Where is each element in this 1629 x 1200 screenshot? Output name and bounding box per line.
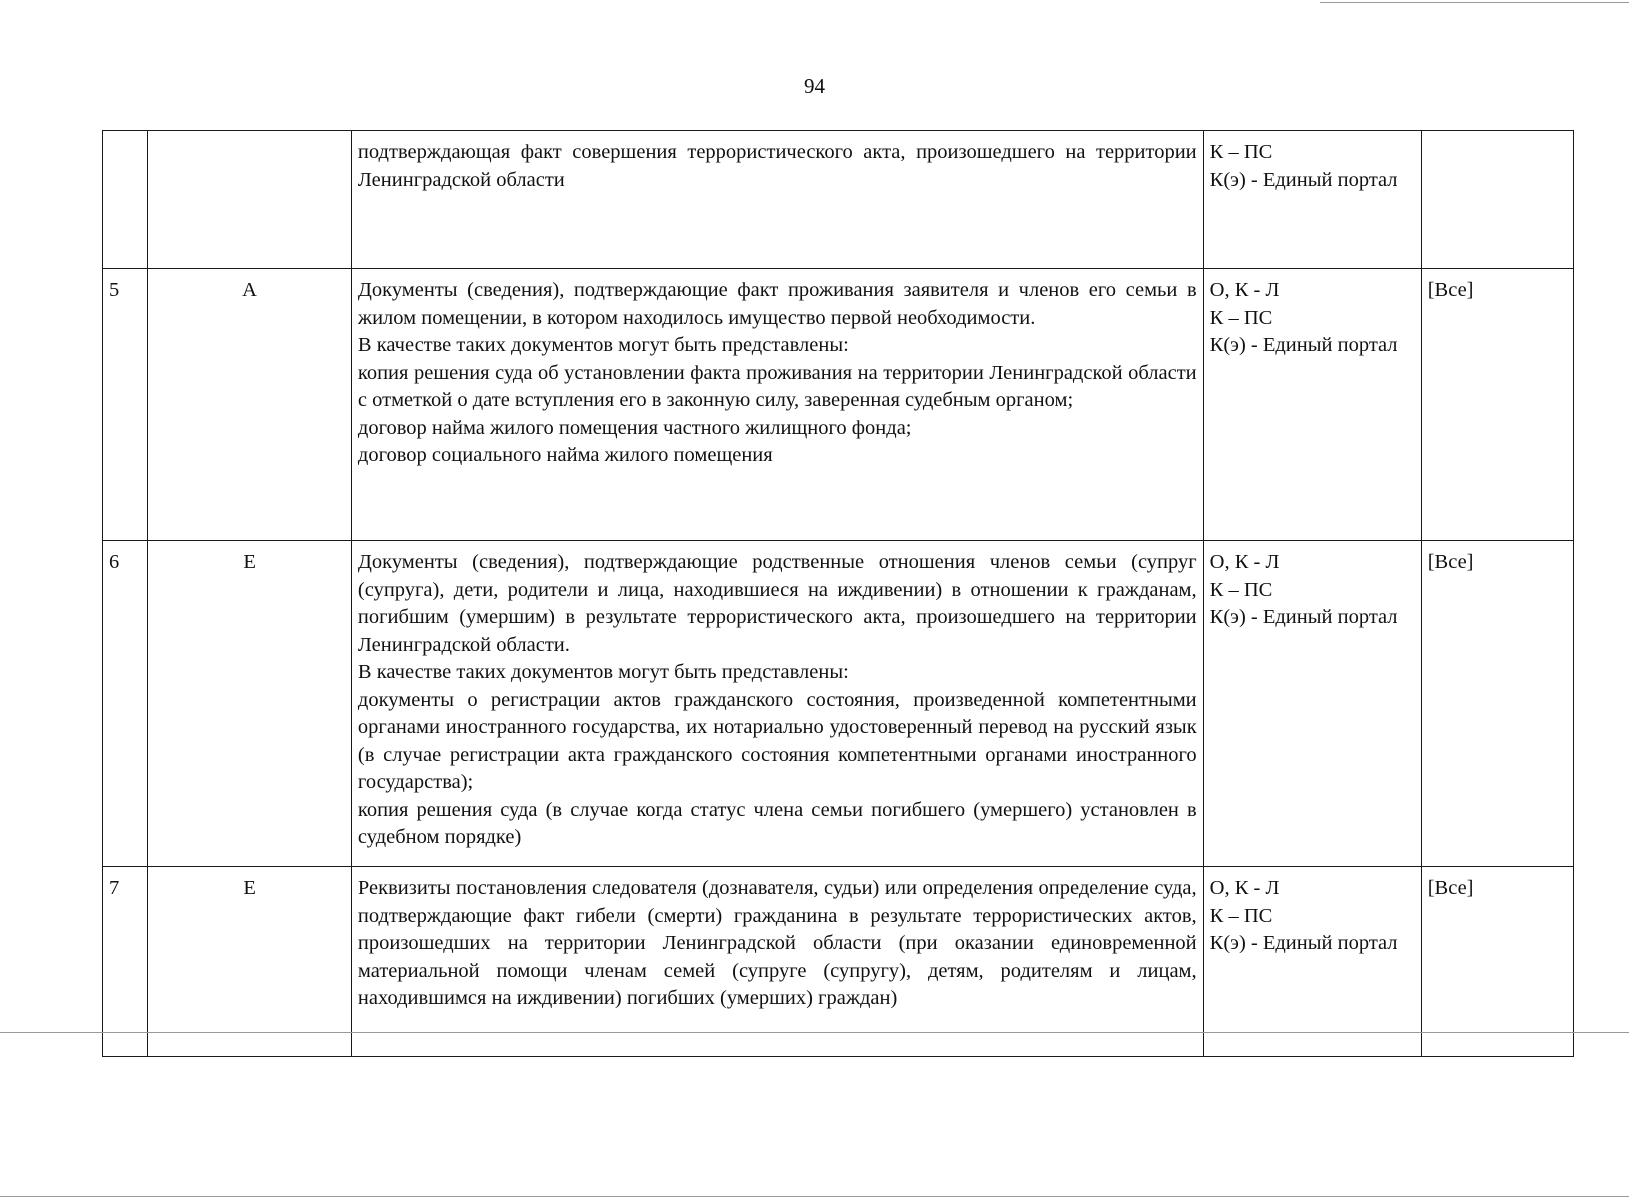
description-line: подтверждающая факт совершения террористического акта, произошедшего на территории Ленинградской области — [357, 141, 1197, 191]
description-line: договор найма жилого помещения частного жилищного фонда; — [357, 416, 912, 439]
row-number-cell: 5 — [103, 269, 148, 541]
row-method-cell — [1203, 269, 1421, 541]
row-method-cell — [1203, 541, 1421, 867]
method-line: К – ПС — [1209, 578, 1273, 601]
scan-artifact-line — [0, 1196, 1629, 1197]
description-line: Документы (сведения), подтверждающие родственные отношения членов семьи (супруг (супруга), дети, родители и лица, находившиеся на иждивении) в отношении к гражданам, погибшим (умершим) в результате террористического акта, произошедшего на территории Ленинградской области. — [357, 551, 1197, 656]
description-line: копия решения суда (в случае когда статус члена семьи погибшего (умершего) установлен в судебном порядке) — [357, 798, 1197, 848]
row-number-cell: 7 — [103, 867, 148, 1057]
row-method-cell — [1203, 131, 1421, 269]
description-line: В качестве таких документов могут быть представлены: — [357, 334, 849, 356]
row-scope-cell — [1421, 131, 1573, 269]
description-line: Документы (сведения), подтверждающие факт проживания заявителя и членов его семьи в жилом помещении, в котором находилось имущество первой необходимости. — [357, 279, 1197, 329]
table-row — [103, 541, 1574, 867]
method-line: О, К - Л — [1209, 279, 1280, 301]
method-line: К(э) - Единый портал — [1209, 606, 1398, 628]
description-line: В качестве таких документов могут быть представлены: — [357, 661, 849, 683]
row-code-cell: Е — [148, 867, 352, 1057]
scan-artifact-line — [1320, 2, 1629, 3]
method-line: К(э) - Единый портал — [1209, 334, 1398, 356]
row-description-cell — [351, 867, 1203, 1057]
description-line: документы о регистрации актов гражданского состояния, произведенной компетентными органами иностранного государства, их нотариально удостоверенный перевод на русский язык (в случае регистрации акта гражданского состояния компетентными органами иностранного государства); — [357, 688, 1197, 793]
row-scope-cell: [Все] — [1421, 269, 1573, 541]
scan-artifact-line — [0, 1032, 1629, 1033]
row-code-cell: Е — [148, 541, 352, 867]
table-row — [103, 867, 1574, 1057]
method-line: К – ПС — [1209, 904, 1273, 927]
method-line: К(э) - Единый портал — [1209, 168, 1398, 191]
row-number-cell: 6 — [103, 541, 148, 867]
page-number: 94 — [804, 74, 825, 98]
row-description-cell — [351, 541, 1203, 867]
row-code-cell — [148, 131, 352, 269]
row-scope-cell: [Все] — [1421, 541, 1573, 867]
row-scope-cell: [Все] — [1421, 867, 1573, 1057]
description-line: Реквизиты постановления следователя (дознавателя, судьи) или определения определение суда, подтверждающие факт гибели (смерти) гражданина в результате террористических актов, произошедших на территории Ленинградской области (при оказании единовременной материальной помощи членам семей (супруге (супругу), детям, родителям и лицам, находившимся на иждивении) погибших (умерших) граждан) — [357, 877, 1197, 1009]
method-line: К(э) - Единый портал — [1209, 932, 1398, 954]
method-line: К – ПС — [1209, 306, 1273, 329]
method-line: К – ПС — [1209, 141, 1273, 163]
document-table — [102, 130, 1574, 1057]
method-line: О, К - Л — [1209, 877, 1280, 899]
description-line: договор социального найма жилого помещения — [357, 444, 773, 466]
table-row — [103, 131, 1574, 269]
row-number-cell — [103, 131, 148, 269]
method-line: О, К - Л — [1209, 551, 1280, 573]
row-description-cell — [351, 131, 1203, 269]
table-row — [103, 269, 1574, 541]
row-method-cell — [1203, 867, 1421, 1057]
row-description-cell — [351, 269, 1203, 541]
row-code-cell: А — [148, 269, 352, 541]
description-line: копия решения суда об установлении факта проживания на территории Ленинградской области с отметкой о дате вступления его в законную силу, заверенная судебным органом; — [357, 361, 1197, 411]
